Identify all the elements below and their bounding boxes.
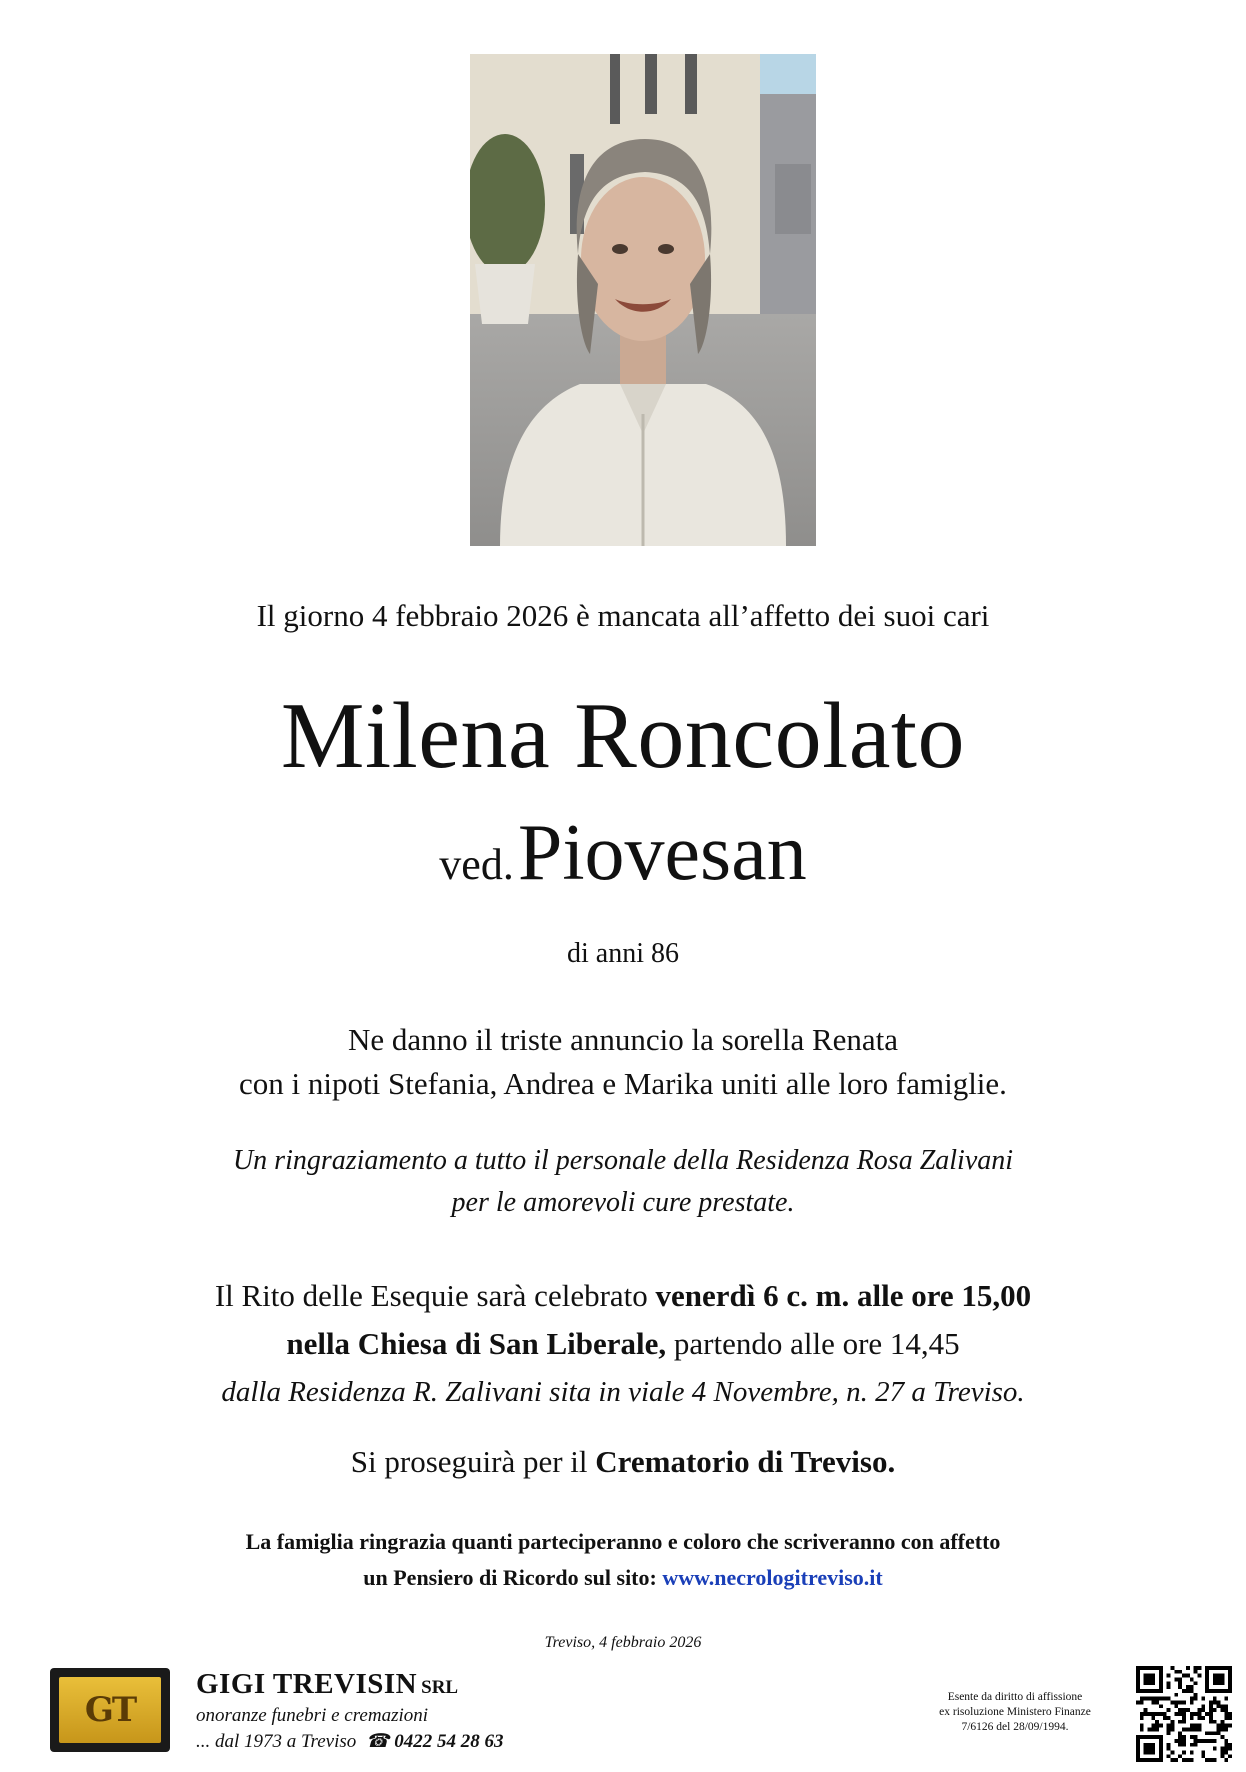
tax-exemption-note (900, 1690, 1130, 1735)
announce-line-2: con i nipoti Stefania, Andrea e Marika uniti alle loro famiglie. (239, 1066, 1007, 1101)
website-link[interactable]: www.necrologitreviso.it (662, 1565, 883, 1590)
widow-prefix: ved. (439, 840, 514, 889)
company-info (196, 1668, 503, 1753)
rite-datetime: venerdì 6 c. m. alle ore 15,00 (655, 1278, 1032, 1313)
deceased-name: Milena Roncolato (280, 684, 966, 788)
since-text: ... dal 1973 a Treviso (196, 1731, 357, 1752)
family-announcement (0, 1018, 1246, 1106)
announce-line-1: Ne danno il triste annuncio la sorella Renata (347, 1022, 899, 1057)
married-surname: Piovesan (517, 809, 807, 897)
thanks-line-2: per le amorevoli cure prestate. (451, 1187, 795, 1218)
family-line-2-text: un Pensiero di Ricordo sul sito: (363, 1565, 663, 1590)
thanks-line-1: Un ringraziamento a tutto il personale della Residenza Rosa Zalivani (232, 1145, 1014, 1176)
rite-departure: partendo alle ore 14,45 (666, 1326, 960, 1361)
telephone-icon: ☎ (365, 1731, 390, 1752)
age: di anni 86 (567, 938, 679, 969)
rite-line-1 (0, 1272, 1246, 1320)
widow-line (0, 808, 1246, 899)
rite-line-3: dalla Residenza R. Zalivani sita in viale 4 Novembre, n. 27 a Treviso. (221, 1376, 1025, 1408)
death-announcement-intro: Il giorno 4 febbraio 2026 è mancata all’affetto dei suoi cari (256, 598, 990, 633)
rite-church: nella Chiesa di San Liberale, (286, 1326, 667, 1361)
proseguira-text: Si proseguirà per il (350, 1444, 596, 1479)
rite-text-1: Il Rito delle Esequie sarà celebrato (214, 1278, 656, 1313)
company-phone[interactable]: 0422 54 28 63 (394, 1731, 504, 1752)
family-line-1: La famiglia ringrazia quanti parteciperanno e coloro che scriveranno con affetto (245, 1529, 1001, 1554)
crematorium-info (0, 1444, 1246, 1480)
exempt-line-1: Esente da diritto di affissione (947, 1691, 1083, 1703)
funeral-rite-info (0, 1272, 1246, 1416)
rite-line-2 (0, 1320, 1246, 1368)
company-suffix: SRL (421, 1677, 459, 1698)
company-subtitle: onoranze funebri e cremazioni (196, 1705, 429, 1726)
company-since (196, 1730, 503, 1753)
company-name: GIGI TREVISIN (196, 1668, 418, 1700)
date-place: Treviso, 4 febbraio 2026 (544, 1634, 702, 1651)
qr-code-icon[interactable] (1136, 1666, 1232, 1762)
crematorium-name: Crematorio di Treviso. (595, 1444, 896, 1479)
family-thanks (0, 1524, 1246, 1596)
portrait-image (470, 54, 816, 546)
company-logo (50, 1668, 170, 1752)
logo-monogram: GT (59, 1677, 161, 1743)
exempt-line-3: 7/6126 del 28/09/1994. (961, 1721, 1069, 1733)
exempt-line-2: ex risoluzione Ministero Finanze (939, 1706, 1091, 1718)
thanks-message (0, 1140, 1246, 1224)
portrait-photo (470, 54, 816, 546)
family-line-2 (0, 1560, 1246, 1596)
